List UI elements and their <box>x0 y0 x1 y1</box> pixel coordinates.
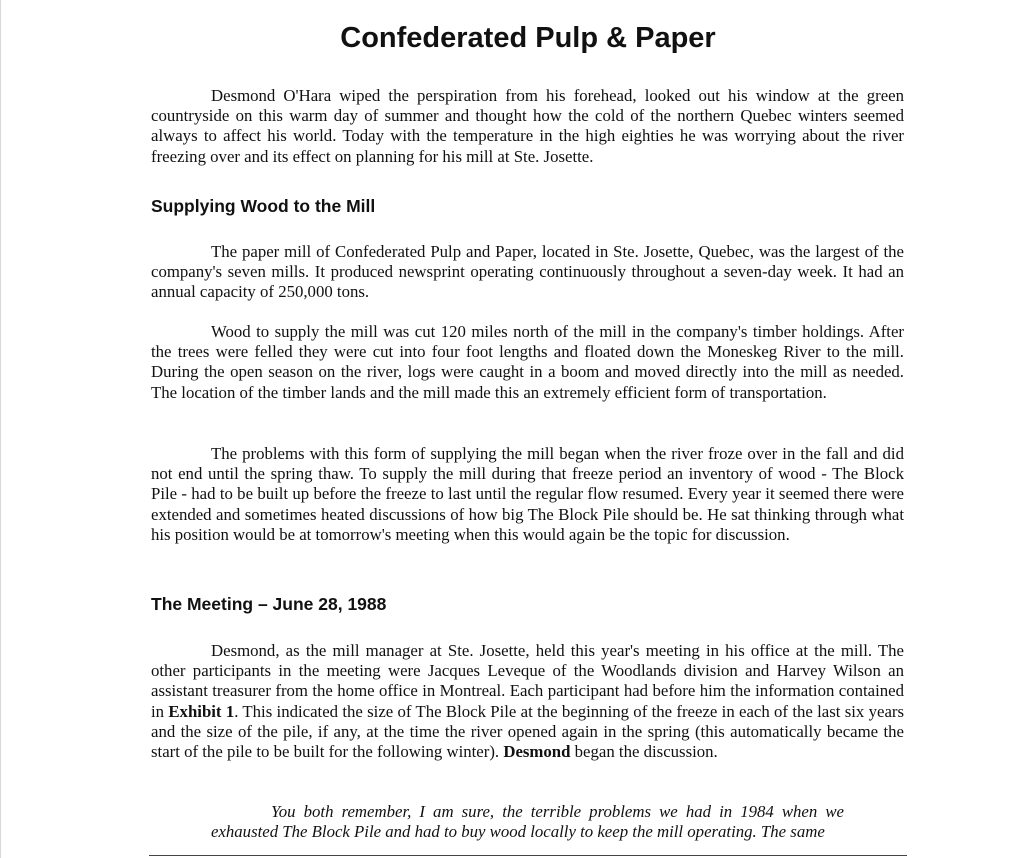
paragraph-wood-supply: Wood to supply the mill was cut 120 miles north of the mill in the company's timber holdings. After the trees were felled they were cut into four foot lengths and floated down the Moneskeg River to the mill. During the open season on the river, logs were caught in a boom and moved directly into the mill as needed. The location of the timber lands and the mill made this an extremely efficient form of transportation. <box>151 322 904 402</box>
intro-paragraph: Desmond O'Hara wiped the perspiration from his forehead, looked out his window at the green countryside on this warm day of summer and thought how the cold of the northern Quebec winters seemed always to affect his world. Today with the temperature in the high eighties he was worrying about the river freezing over and its effect on planning for his mill at Ste. Josette. <box>151 86 904 166</box>
paragraph-meeting <box>151 641 904 762</box>
page-bottom-rule <box>149 855 907 856</box>
exhibit-reference: Exhibit 1 <box>168 701 235 721</box>
page-left-border <box>0 0 1 858</box>
meeting-text-part2: . This indicated the size of The Block Pile at the beginning of the freeze in each of the last six years and the size of the pile, if any, at the time the river opened again in the spring (this automatically became the start of the pile to be built for the following winter). <box>151 701 905 762</box>
meeting-text-part3: began the discussion. <box>570 742 718 762</box>
paragraph-paper-mill: The paper mill of Confederated Pulp and Paper, located in Ste. Josette, Quebec, was the largest of the company's seven mills. It produced newsprint operating continuously throughout a seven-day week. It had an annual capacity of 250,000 tons. <box>151 242 904 302</box>
speaker-name: Desmond <box>503 742 571 762</box>
paragraph-problems: The problems with this form of supplying the mill began when the river froze over in the fall and did not end until the spring thaw. To supply the mill during that freeze period an inventory of wood - The Block Pile - had to be built up before the freeze to last until the regular flow resumed. Every year it seemed there were extended and sometimes heated discussions of how big The Block Pile should be. He sat thinking through what his position would be at tomorrow's meeting when this would again be the topic for discussion. <box>151 444 904 544</box>
quote-paragraph: You both remember, I am sure, the terrible problems we had in 1984 when we exhausted The Block Pile and had to buy wood locally to keep the mill operating. The same <box>211 802 844 842</box>
meeting-text-part1: Desmond, as the mill manager at Ste. Josette, held this year's meeting in his office at the mill. The other participants in the meeting were Jacques Leveque of the Woodlands division and Harvey Wilson an assistant treasurer from the home office in Montreal. Each participant had before him the information contained in <box>151 641 904 721</box>
section-heading-meeting: The Meeting – June 28, 1988 <box>151 594 387 614</box>
section-heading-supplying-wood: Supplying Wood to the Mill <box>151 196 376 216</box>
document-title: Confederated Pulp & Paper <box>340 22 716 54</box>
